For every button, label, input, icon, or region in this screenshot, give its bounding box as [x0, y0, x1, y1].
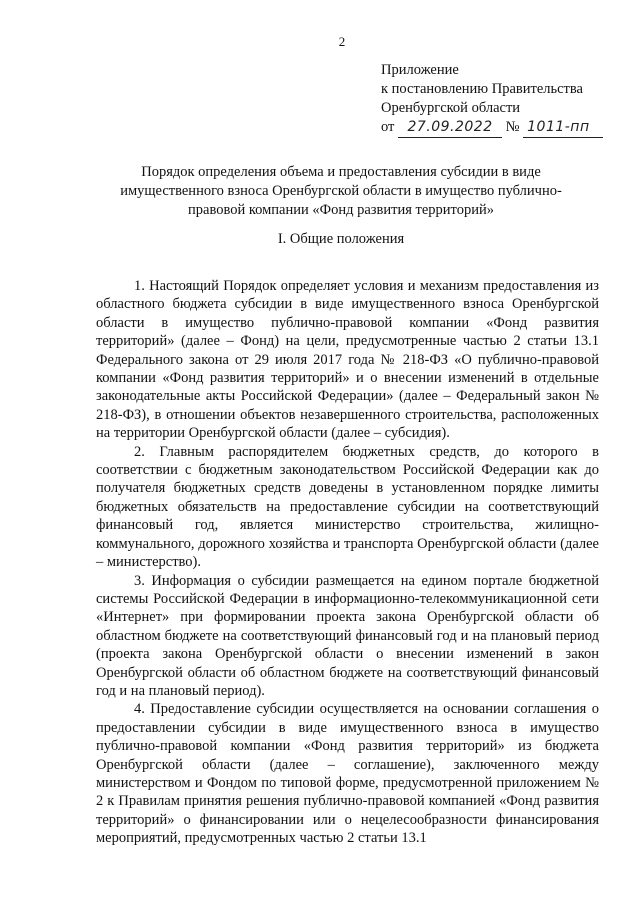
appendix-line-1: Приложение — [381, 62, 459, 78]
appendix-line-3: Оренбургской области — [381, 100, 521, 116]
appendix-block — [381, 61, 603, 138]
document-title — [96, 163, 586, 220]
from-label: от — [381, 119, 395, 135]
title-line-2: имущественного взноса Оренбургской области в имущество публично- — [120, 183, 562, 199]
appendix-line-2: к постановлению Правительства — [381, 81, 583, 97]
number-label: № — [505, 119, 520, 135]
handwritten-date: 27.09.2022 — [398, 118, 502, 138]
paragraph-4: 4. Предоставление субсидии осуществляется на основании соглашения о предоставлении субсидии в виде имущественного взноса в имущество публично-правовой компании «Фонд развития территорий» из бюджета Оренбургской области (далее – соглашение), заключенного между министерством и Фондом по типовой форме, предусмотренной приложением № 2 к Правилам принятия решения публично-правовой компанией «Фонд развития территорий» о финансировании или о нецелесообразности финансирования мероприятий, предусмотренных частью 2 статьи 13.1 — [96, 701, 599, 847]
appendix-date-line — [381, 118, 603, 138]
paragraph-3: 3. Информация о субсидии размещается на едином портале бюджетной системы Российской Федерации в информационно-телекоммуникационной сети «Интернет» при формировании проекта закона Оренбургской области об областном бюджете на соответствующий финансовый год и на плановый период (проекта закона Оренбургской области о внесении изменений в закон Оренбургской области об областном бюджете на соответствующий финансовый год и на плановый период). — [96, 572, 599, 699]
page-number: 2 — [338, 34, 346, 49]
paragraph-2: 2. Главным распорядителем бюджетных средств, до которого в соответствии с бюджетным законодательством Российской Федерации как до получателя бюджетных средств доведены в установленном порядке лимиты бюджетных обязательств на предоставление субсидии на соответствующий финансовый год, является министерство строительства, жилищно-коммунального, дорожного хозяйства и транспорта Оренбургской области (далее – министерство). — [96, 443, 599, 571]
paragraph-1: 1. Настоящий Порядок определяет условия и механизм предоставления из областного бюджета субсидии в виде имущественного взноса Оренбургской области в имущество публично-правовой компании «Фонд развития территорий» (далее – Фонд) на цели, предусмотренные частью 2 статьи 13.1 Федерального закона от 29 июля 2017 года № 218-ФЗ «О публично-правовой компании «Фонд развития территорий» и о внесении изменений в отдельные законодательные акты Российской Федерации» (далее – Федеральный закон № 218-ФЗ), в отношении объектов незавершенного строительства, расположенных на территории Оренбургской области (далее – субсидия). — [96, 278, 599, 442]
body-text — [96, 277, 599, 848]
title-line-1: Порядок определения объема и предоставления субсидии в виде — [141, 164, 541, 180]
section-heading: I. Общие положения — [277, 231, 405, 247]
handwritten-number: 1011-пп — [523, 118, 603, 138]
title-line-3: правовой компании «Фонд развития территорий» — [188, 202, 494, 218]
